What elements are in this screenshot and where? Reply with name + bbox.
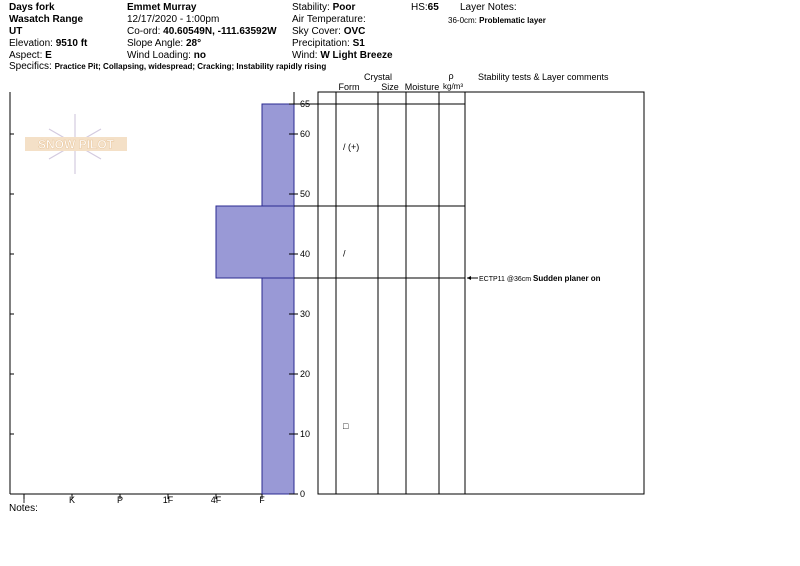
sky-cover-value: OVC — [343, 26, 366, 37]
watermark-text: SNOW PILOT — [38, 137, 114, 152]
elevation-value: 9510 ft — [55, 38, 88, 49]
hardness-label-F: F — [259, 495, 265, 505]
precipitation-label: Precipitation: — [292, 38, 350, 49]
observation-datetime: 12/17/2020 - 1:00pm — [127, 14, 220, 25]
hardness-label-K: K — [68, 495, 76, 505]
hardness-bar-1 — [216, 206, 294, 278]
depth-label-60: 60 — [300, 129, 311, 139]
mountain-range: Wasatch Range — [9, 14, 84, 25]
left-depth-ticks — [10, 134, 14, 494]
state: UT — [9, 26, 23, 37]
crystal-table — [318, 92, 644, 494]
wind-label: Wind: — [292, 50, 318, 61]
form-header: Form — [338, 82, 360, 92]
depth-label-40: 40 — [300, 249, 311, 259]
hardness-bar-0 — [262, 104, 294, 206]
air-temperature-label: Air Temperature: — [292, 14, 366, 25]
layer-note-depth: 36-0cm: — [448, 16, 477, 25]
depth-label-0: 0 — [300, 489, 306, 499]
hardness-ticks — [23, 494, 266, 505]
density-header: ρ — [448, 71, 454, 81]
layer-notes-label: Layer Notes: — [460, 2, 517, 13]
depth-label-65: 65 — [300, 99, 311, 109]
specifics-label: Specifics: — [9, 61, 52, 72]
wind-loading-label: Wind Loading: — [127, 50, 191, 61]
comments-header: Stability tests & Layer comments — [478, 72, 609, 82]
form-symbol-2: □ — [343, 421, 349, 432]
form-symbol-0: / (+) — [343, 141, 360, 152]
test-arrow-head-0 — [467, 276, 471, 280]
hardness-label-4F: 4F — [210, 495, 222, 505]
depth-label-10: 10 — [300, 429, 311, 439]
form-symbol-1: / — [343, 248, 346, 259]
hardness-label-I: I — [22, 495, 26, 505]
stability-label: Stability: — [292, 2, 330, 13]
density-unit: kg/m³ — [443, 82, 463, 91]
hs-value: 65 — [427, 2, 439, 13]
layer-note-text: Problematic layer — [479, 16, 546, 25]
crystal-header: Crystal — [363, 72, 393, 82]
precipitation-value: S1 — [352, 38, 365, 49]
coord-value: 40.60549N, -111.63592W — [163, 26, 277, 37]
elevation-label: Elevation: — [9, 38, 53, 49]
observer-name: Emmet Murray — [127, 2, 197, 13]
notes-label: Notes: — [9, 503, 38, 514]
hs-label: HS: — [411, 2, 428, 13]
test-comment-0: Sudden planer on — [533, 274, 601, 283]
depth-label-50: 50 — [300, 189, 311, 199]
aspect-label: Aspect: — [9, 50, 43, 61]
aspect-value: E — [45, 50, 52, 61]
wind-loading-value: no — [193, 50, 206, 61]
wind-value: W Light Breeze — [320, 50, 393, 61]
depth-label-30: 30 — [300, 309, 311, 319]
sky-cover-label: Sky Cover: — [292, 26, 341, 37]
hardness-label-P: P — [116, 495, 124, 505]
test-code-0: ECTP11 @36cm — [479, 276, 532, 283]
slope-value: 28° — [185, 38, 202, 49]
hardness-plot-frame — [10, 92, 294, 494]
size-header: Size — [381, 82, 399, 92]
hardness-bar-2 — [262, 278, 294, 494]
depth-label-20: 20 — [300, 369, 311, 379]
stability-tests — [467, 274, 601, 283]
hardness-bars — [216, 104, 294, 494]
stability-value: Poor — [332, 2, 356, 13]
grain-form-symbols — [343, 142, 359, 431]
coord-label: Co-ord: — [127, 26, 161, 37]
hardness-label-1F: 1F — [162, 495, 174, 505]
moisture-header: Moisture — [404, 82, 440, 92]
slope-label: Slope Angle: — [127, 38, 184, 49]
location-name: Days fork — [9, 2, 55, 13]
snowpilot-logo — [25, 114, 127, 174]
specifics-value: Practice Pit; Collapsing, widespread; Cracking; Instability rapidly rising — [54, 62, 327, 71]
